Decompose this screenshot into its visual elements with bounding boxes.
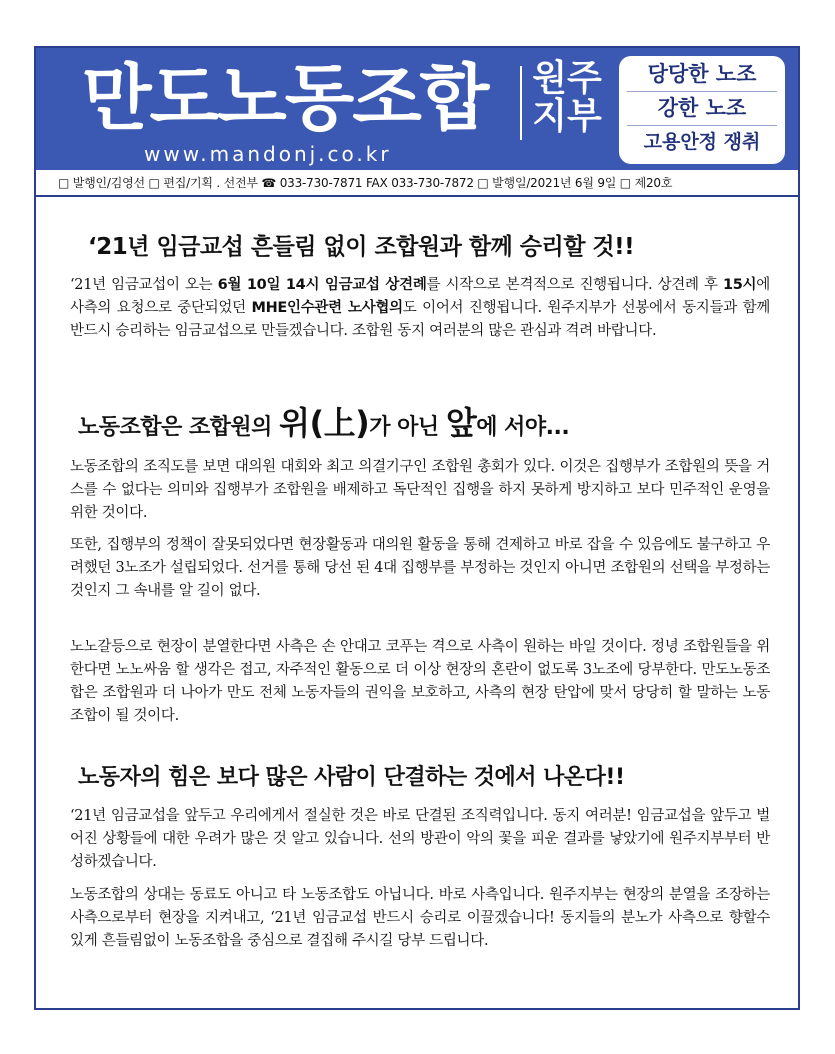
branch-line-2: 지부 <box>532 96 602 137</box>
article2-paragraph-2: 또한, 집행부의 정책이 잘못되었다면 현장활동과 대의원 활동을 통해 견제하고 바로 잡을 수 있음에도 불구하고 우려했던 3노조가 설립되었다. 선거를 통해 당선 된 4대 집행부를 부정하는 것인지 아니면 조합원의 선택을 부정하는 것인지 그 속내를 알 길이 없다. <box>70 537 770 599</box>
slogan-1: 당당한 노조 <box>627 58 777 92</box>
article1-paragraph: ‘21년 임금교섭이 오는 6월 10일 14시 임금교섭 상견례를 시작으로 본격적으로 진행됩니다. 상견례 후 15시에 사측의 요청으로 중단되었던 MHE인수관련 노사협의도 이어서 진행됩니다. 원주지부가 선봉에서 동지들과 함께 반드시 승리하는 임금교섭으로 만들겠습니다. 조합원 동지 여러분의 많은 관심과 격려 바랍니다. <box>70 277 770 339</box>
article2-paragraph-3: 노노갈등으로 현장이 분열한다면 사측은 손 안대고 코푸는 격으로 사측이 원하는 바일 것이다. 정녕 조합원들을 위한다면 노노싸움 할 생각은 접고, 자주적인 활동으로 더 이상 현장의 혼란이 없도록 3노조에 당부한다. 만도노동조합은 조합원과 더 나아가 만도 전체 노동자들의 권익을 보호하고, 사측의 현장 탄압에 맞서 당당히 할 말하는 노동조합이 될 것이다. <box>70 639 770 724</box>
article1-heading: ‘21년 임금교섭 흔들림 없이 조합원과 함께 승리할 것!! <box>88 234 635 260</box>
article2-paragraph-1: 노동조합의 조직도를 보면 대의원 대회와 최고 의결기구인 조합원 총회가 있다. 이것은 집행부가 조합원의 뜻을 거스를 수 없다는 의미와 집행부가 조합원을 배제하고 독단적인 집행을 하지 못하게 방지하고 보다 민주적인 운영을 위한 것이다. <box>70 459 770 521</box>
publication-info-bar: □ 발행인/김영선 □ 편집/기획 . 선전부 ☎ 033-730-7871 FAX 033-730-7872 □ 발행일/2021년 6월 9일 □ 제20호 <box>36 172 798 194</box>
article2-heading: 노동조합은 조합원의 위(上)가 아닌 앞에 서야... <box>78 404 570 442</box>
article3-paragraph-2: 노동조합의 상대는 동료도 아니고 타 노동조합도 아닙니다. 바로 사측입니다. 원주지부는 현장의 분열을 조장하는 사측으로부터 현장을 지켜내고, ‘21년 임금교섭 반드시 승리로 이끌겠습니다! 동지들의 분노가 사측으로 향할수 있게 흔들림없이 노동조합을 중심으로 결집해 주시길 당부 드립니다. <box>70 887 770 949</box>
slogan-3: 고용안정 쟁취 <box>643 131 761 153</box>
branch-line-1: 원주 <box>532 58 602 99</box>
slogan-2: 강한 노조 <box>627 92 777 126</box>
union-title: 만도노동조합 <box>82 56 488 140</box>
article3-heading: 노동자의 힘은 보다 많은 사람이 단결하는 것에서 나온다!! <box>78 765 625 790</box>
article3-paragraph-1: ‘21년 임금교섭을 앞두고 우리에게서 절실한 것은 바로 단결된 조직력입니다. 동지 여러분! 임금교섭을 앞두고 벌어진 상황들에 대한 우려가 많은 것 알고 있습니다. 선의 방관이 악의 꽃을 피운 결과를 낳았기에 원주지부부터 반성하겠습니다. <box>70 808 770 870</box>
website-url: www.mandonj.co.kr <box>144 142 392 166</box>
